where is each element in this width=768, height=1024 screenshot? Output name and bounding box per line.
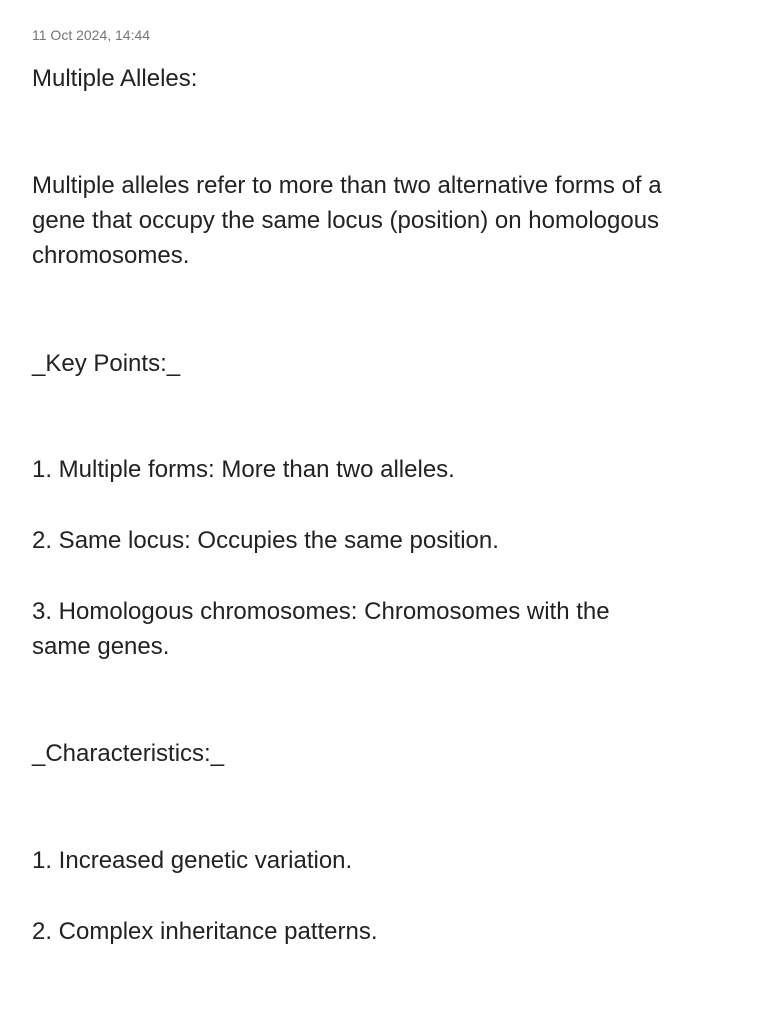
key-point-item-3: 3. Homologous chromosomes: Chromosomes with the [32, 598, 610, 625]
key-point-item-3-continued: same genes. [32, 633, 170, 660]
characteristic-item-2: 2. Complex inheritance patterns. [32, 918, 378, 945]
key-point-item-2: 2. Same locus: Occupies the same position. [32, 527, 499, 554]
note-timestamp: 11 Oct 2024, 14:44 [32, 27, 151, 43]
characteristics-heading: _Characteristics:_ [32, 740, 225, 767]
note-title: Multiple Alleles: [32, 65, 198, 92]
definition-line-2: gene that occupy the same locus (position) on homologous [32, 207, 660, 234]
definition-line-3: chromosomes. [32, 242, 190, 269]
key-points-heading: _Key Points:_ [32, 350, 181, 377]
characteristic-item-1: 1. Increased genetic variation. [32, 847, 353, 874]
definition-line-1: Multiple alleles refer to more than two alternative forms of a [32, 172, 662, 199]
key-point-item-1: 1. Multiple forms: More than two alleles. [32, 456, 455, 483]
